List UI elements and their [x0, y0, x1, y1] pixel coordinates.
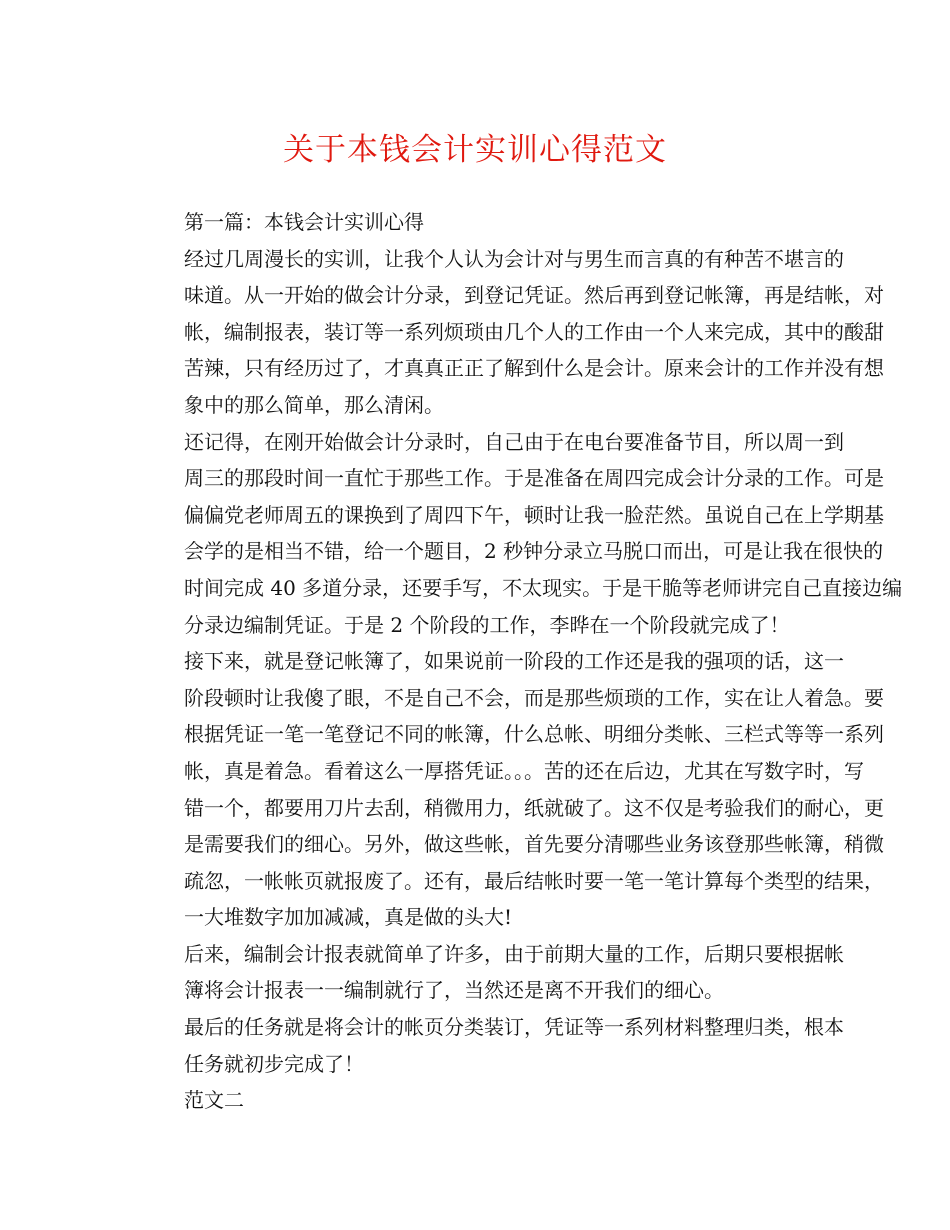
paragraph-line: 后来，编制会计报表就简单了许多，由于前期大量的工作，后期只要根据帐 [184, 941, 844, 966]
paragraph-line: 苦辣，只有经历过了，才真真正正了解到什么是会计。原来会计的工作并没有想 [184, 356, 884, 381]
paragraph-4 [144, 936, 844, 1009]
paragraph-2 [144, 424, 903, 644]
paragraph-line: 一大堆数字加加减减，真是做的头大! [184, 905, 513, 930]
paragraph-line: 接下来，就是登记帐簿了，如果说前一阶段的工作还是我的强项的话，这一 [184, 649, 844, 674]
paragraph-line: 最后的任务就是将会计的帐页分类装订，凭证等一系列材料整理归类，根本 [184, 1015, 844, 1040]
paragraph-line: 周三的那段时间一直忙于那些工作。于是准备在周四完成会计分录的工作。可是 [184, 466, 884, 491]
paragraph-line: 根据凭证一笔一笔登记不同的帐簿，什么总帐、明细分类帐、三栏式等等一系列 [184, 722, 884, 747]
paragraph-3 [144, 643, 884, 936]
paragraph-line: 帐，编制报表，装订等一系列烦琐由几个人的工作由一个人来完成，其中的酸甜 [184, 319, 884, 344]
paragraph-1 [144, 241, 884, 424]
document-body [144, 204, 903, 1119]
paragraph-line: 会学的是相当不错，给一个题目，2 秒钟分录立马脱口而出，可是让我在很快的 [184, 539, 884, 564]
paragraph-line: 任务就初步完成了！ [184, 1051, 364, 1076]
section-heading-second: 范文二 [184, 1088, 244, 1113]
paragraph-line: 疏忽，一帐帐页就报废了。还有，最后结帐时要一笔一笔计算每个类型的结果， [184, 868, 884, 893]
paragraph-line: 簿将会计报表一一编制就行了，当然还是离不开我们的细心。 [184, 978, 724, 1003]
paragraph-line: 帐，真是着急。看着这么一厚搭凭证。。。苦的还在后边，尤其在写数字时，写 [184, 758, 864, 783]
paragraph-line: 时间完成 40 多道分录，还要手写，不太现实。于是干脆等老师讲完自己直接边编 [184, 575, 903, 600]
paragraph-line: 错一个，都要用刀片去刮，稍微用力，纸就破了。这不仅是考验我们的耐心，更 [184, 795, 884, 820]
paragraph-line: 分录边编制凭证。于是 2 个阶段的工作，李晔在一个阶段就完成了！ [184, 612, 790, 637]
paragraph-line: 是需要我们的细心。另外，做这些帐，首先要分清哪些业务该登那些帐簿，稍微 [184, 832, 884, 857]
paragraph-line: 阶段顿时让我傻了眼，不是自己不会，而是那些烦琐的工作，实在让人着急。要 [184, 685, 884, 710]
document-title: 关于本钱会计实训心得范文 [283, 132, 667, 168]
paragraph-line: 味道。从一开始的做会计分录，到登记凭证。然后再到登记帐簿，再是结帐，对 [184, 283, 884, 308]
paragraph-line: 偏偏党老师周五的课换到了周四下午，顿时让我一脸茫然。虽说自己在上学期基 [184, 502, 884, 527]
paragraph-line: 还记得，在刚开始做会计分录时，自己由于在电台要准备节目，所以周一到 [184, 429, 844, 454]
paragraph-5 [144, 1009, 844, 1082]
section-heading-first: 第一篇：本钱会计实训心得 [184, 210, 424, 234]
paragraph-line: 经过几周漫长的实训，让我个人认为会计对与男生而言真的有种苦不堪言的 [184, 246, 844, 271]
paragraph-line: 象中的那么简单，那么清闲。 [184, 392, 444, 417]
